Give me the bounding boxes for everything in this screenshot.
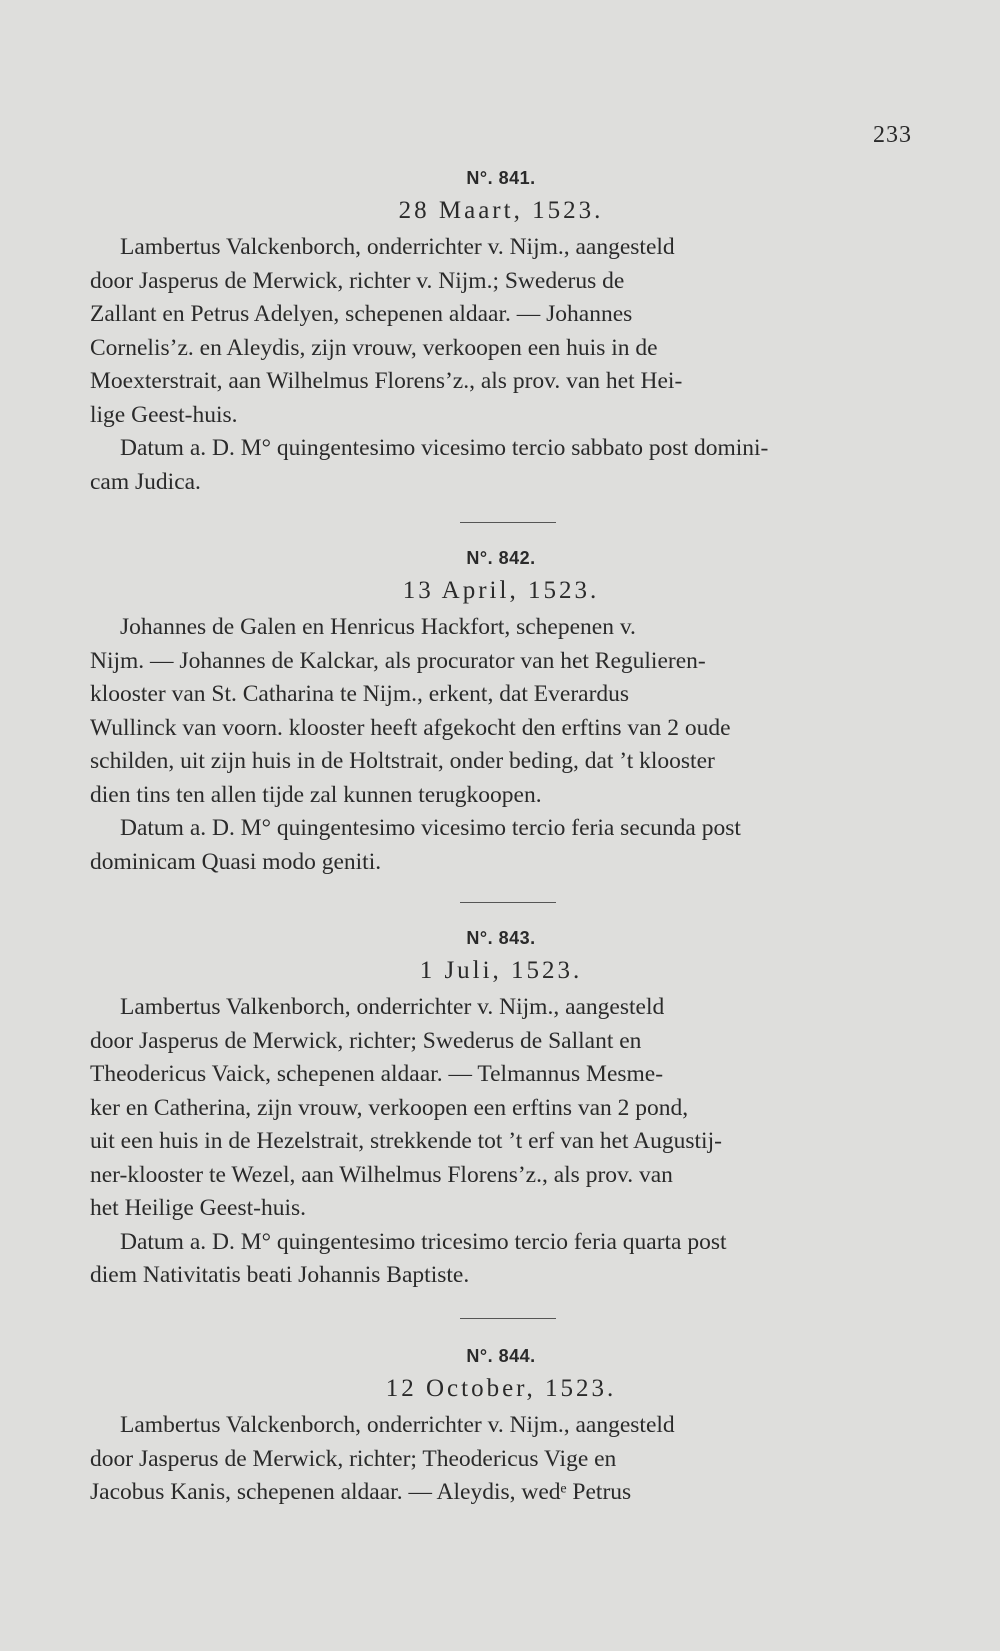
entry-date: 1 Juli, 1523. <box>419 957 583 984</box>
text-line: schilden, uit zijn huis in de Holtstrait, onder beding, dat ’t klooster <box>90 748 715 774</box>
entry-844 <box>90 1346 912 1510</box>
text-line: door Jasperus de Merwick, richter; Theodericus Vige en <box>90 1445 617 1472</box>
text-line: Jacobus Kanis, schepenen aldaar. — Aleydis, wedᵉ Petrus <box>90 1479 632 1505</box>
text-line: dominicam Quasi modo geniti. <box>90 848 382 875</box>
text-line: ker en Catherina, zijn vrouw, verkoopen een erftins van 2 pond, <box>90 1094 689 1121</box>
separator-rule <box>460 522 556 523</box>
entry-text <box>90 231 912 499</box>
text-line: Datum a. D. M° quingentesimo tricesimo tercio feria quarta post <box>120 1228 727 1255</box>
entry-date: 13 April, 1523. <box>402 577 600 604</box>
text-line: Datum a. D. M° quingentesimo vicesimo tercio feria secunda post <box>120 815 741 841</box>
entry-843 <box>90 928 912 1293</box>
text-line: Zallant en Petrus Adelyen, schepenen aldaar. — Johannes <box>90 301 633 327</box>
text-line: Cornelis’z. en Aleydis, zijn vrouw, verkoopen een huis in de <box>90 334 658 361</box>
separator-rule <box>460 1318 556 1319</box>
text-line: klooster van St. Catharina te Nijm., erkent, dat Everardus <box>90 681 630 707</box>
text-line: diem Nativitatis beati Johannis Baptiste. <box>90 1262 470 1288</box>
text-line: Lambertus Valckenborch, onderrichter v. Nijm., aangesteld <box>120 1412 675 1438</box>
text-line: lige Geest-huis. <box>90 401 238 428</box>
entry-text <box>90 991 912 1293</box>
entry-date: 28 Maart, 1523. <box>398 197 604 224</box>
text-line: Theodericus Vaick, schepenen aldaar. — Telmannus Mesme- <box>90 1061 664 1087</box>
text-line: Nijm. — Johannes de Kalckar, als procurator van het Regulieren- <box>90 647 706 674</box>
entry-text <box>90 1409 912 1510</box>
entry-841 <box>90 168 912 499</box>
text-line: uit een huis in de Hezelstrait, strekkende tot ’t erf van het Augustij- <box>90 1128 722 1154</box>
entry-842 <box>90 548 912 879</box>
entry-number: N°. 841. <box>466 168 536 188</box>
text-line: Lambertus Valckenborch, onderrichter v. Nijm., aangesteld <box>120 234 675 260</box>
entry-date: 12 October, 1523. <box>385 1375 617 1402</box>
text-line: Lambertus Valkenborch, onderrichter v. Nijm., aangesteld <box>120 994 665 1020</box>
separator-rule <box>460 902 556 903</box>
text-line: het Heilige Geest-huis. <box>90 1195 307 1221</box>
entry-number: N°. 842. <box>466 548 536 568</box>
text-line: ner-klooster te Wezel, aan Wilhelmus Florens’z., als prov. van <box>90 1161 673 1188</box>
text-line: dien tins ten allen tijde zal kunnen terugkoopen. <box>90 781 542 808</box>
entry-number: N°. 843. <box>466 928 536 948</box>
text-line: Wullinck van voorn. klooster heeft afgekocht den erftins van 2 oude <box>90 714 731 741</box>
text-line: Moexterstrait, aan Wilhelmus Florens’z., als prov. van het Hei- <box>90 368 683 394</box>
text-line: door Jasperus de Merwick, richter; Swederus de Sallant en <box>90 1027 642 1054</box>
entry-number: N°. 844. <box>466 1346 536 1366</box>
entry-text <box>90 611 912 879</box>
text-line: Johannes de Galen en Henricus Hackfort, schepenen v. <box>120 614 636 640</box>
text-line: door Jasperus de Merwick, richter v. Nijm.; Swederus de <box>90 267 625 294</box>
text-line: Datum a. D. M° quingentesimo vicesimo tercio sabbato post domini- <box>120 435 769 461</box>
text-line: cam Judica. <box>90 468 201 495</box>
page-number: 233 <box>873 122 912 148</box>
